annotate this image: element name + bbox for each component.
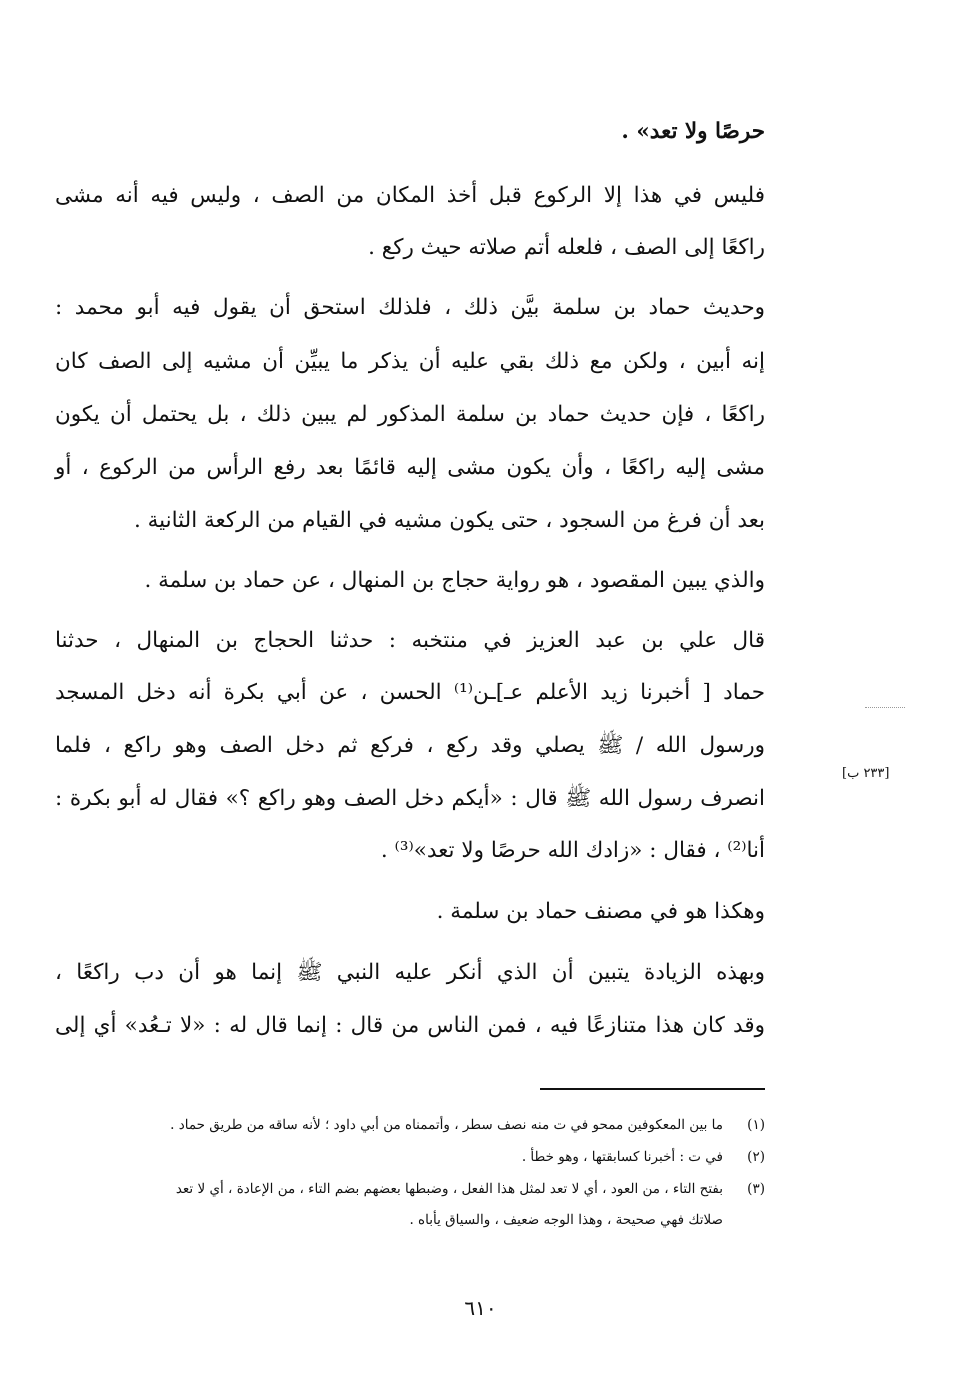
text-line: وحديث حماد بن سلمة بيَّن ذلك ، فلذلك استحق أن يقول فيه أبو محمد : [55, 295, 765, 320]
footnote [55, 1177, 765, 1201]
footnote-continuation: صلاتك فهي صحيحة ، وهذا الوجه ضعيف ، والسياق يأباه . [409, 1212, 723, 1228]
text-line: راكعًا إلى الصف ، فلعله أتم صلاته حيث ركع . [368, 235, 765, 260]
text-line: ورسول الله / ﷺ يصلي وقد ركع ، فركع ثم دخل الصف وهو راكع ، فلما [55, 733, 765, 758]
footnote-separator [540, 1088, 765, 1090]
text-line: راكعًا ، فإن حديث حماد بن سلمة المذكور لم يبين ذلك ، بل يحتمل أن يكون [55, 402, 765, 427]
footnote-number: (١) [747, 1117, 765, 1133]
text-line: بعد أن فرغ من السجود ، حتى يكون مشيه في القيام من الركعة الثانية . [133, 508, 765, 533]
text-line: أنا⁽²⁾ ، فقال : «زادك الله حرصًا ولا تعد»⁽³⁾ . [380, 838, 765, 863]
footnote-text: بفتح التاء ، من العود ، أي لا تعد لمثل هذا الفعل ، وضبطها بعضهم بضم التاء ، من الإعادة ، أي لا تعد [175, 1181, 723, 1197]
footnote-text: في ت : أخبرنا كسابقتها ، وهو خطأ . [521, 1149, 723, 1165]
text-line: إنه أبين ، ولكن مع ذلك بقي عليه أن يذكر ما يبيِّن أن مشيه إلى الصف كان [55, 349, 765, 374]
manuscript-folio-note: [٢٣٣ ب] [842, 766, 890, 781]
footnote-text: ما بين المعكوفين ممحو في ت منه نصف سطر ، وأتممناه من أبي داود ؛ لأنه ساقه من طريق حماد . [170, 1117, 723, 1133]
text-line: والذي يبين المقصود ، هو رواية حجاج بن المنهال ، عن حماد بن سلمة . [144, 568, 765, 593]
margin-divider [865, 707, 905, 708]
text-line: حماد [ أخبرنا زيد الأعلم عـ]ـن⁽¹⁾ الحسن ، عن أبي بكرة أنه دخل المسجد [55, 680, 765, 705]
text-line: حرصًا ولا تعد» . [621, 119, 765, 144]
text-line: وقد كان هذا متنازعًا فيه ، فمن الناس من قال : إنما قال له : «لا تـعُد» أي إلى [55, 1013, 765, 1038]
text-line: فليس في هذا إلا الركوع قبل أخذ المكان من الصف ، وليس فيه أنه مشى [55, 183, 765, 208]
page-number: ٦١٠ [464, 1296, 497, 1320]
text-line: مشى إليه راكعًا ، وأن يكون مشى إليه قائمًا بعد رفع الرأس من الركوع ، أو [55, 455, 765, 480]
footnote [55, 1113, 765, 1137]
text-line: وهكذا هو في مصنف حماد بن سلمة . [436, 899, 765, 924]
footnote-number: (٢) [747, 1149, 765, 1165]
text-line: انصرف رسول الله ﷺ قال : «أيكم دخل الصف وهو راكع ؟» فقال له أبو بكرة : [55, 786, 765, 811]
footnote [55, 1145, 765, 1169]
text-line: قال علي بن عبد العزيز في منتخبه : حدثنا الحجاج بن المنهال ، حدثنا [55, 628, 765, 653]
text-line: وبهذه الزيادة يتبين أن الذي أنكر عليه النبي ﷺ إنما هو أن دب راكعًا ، [55, 960, 765, 985]
footnote-number: (٣) [747, 1181, 765, 1197]
